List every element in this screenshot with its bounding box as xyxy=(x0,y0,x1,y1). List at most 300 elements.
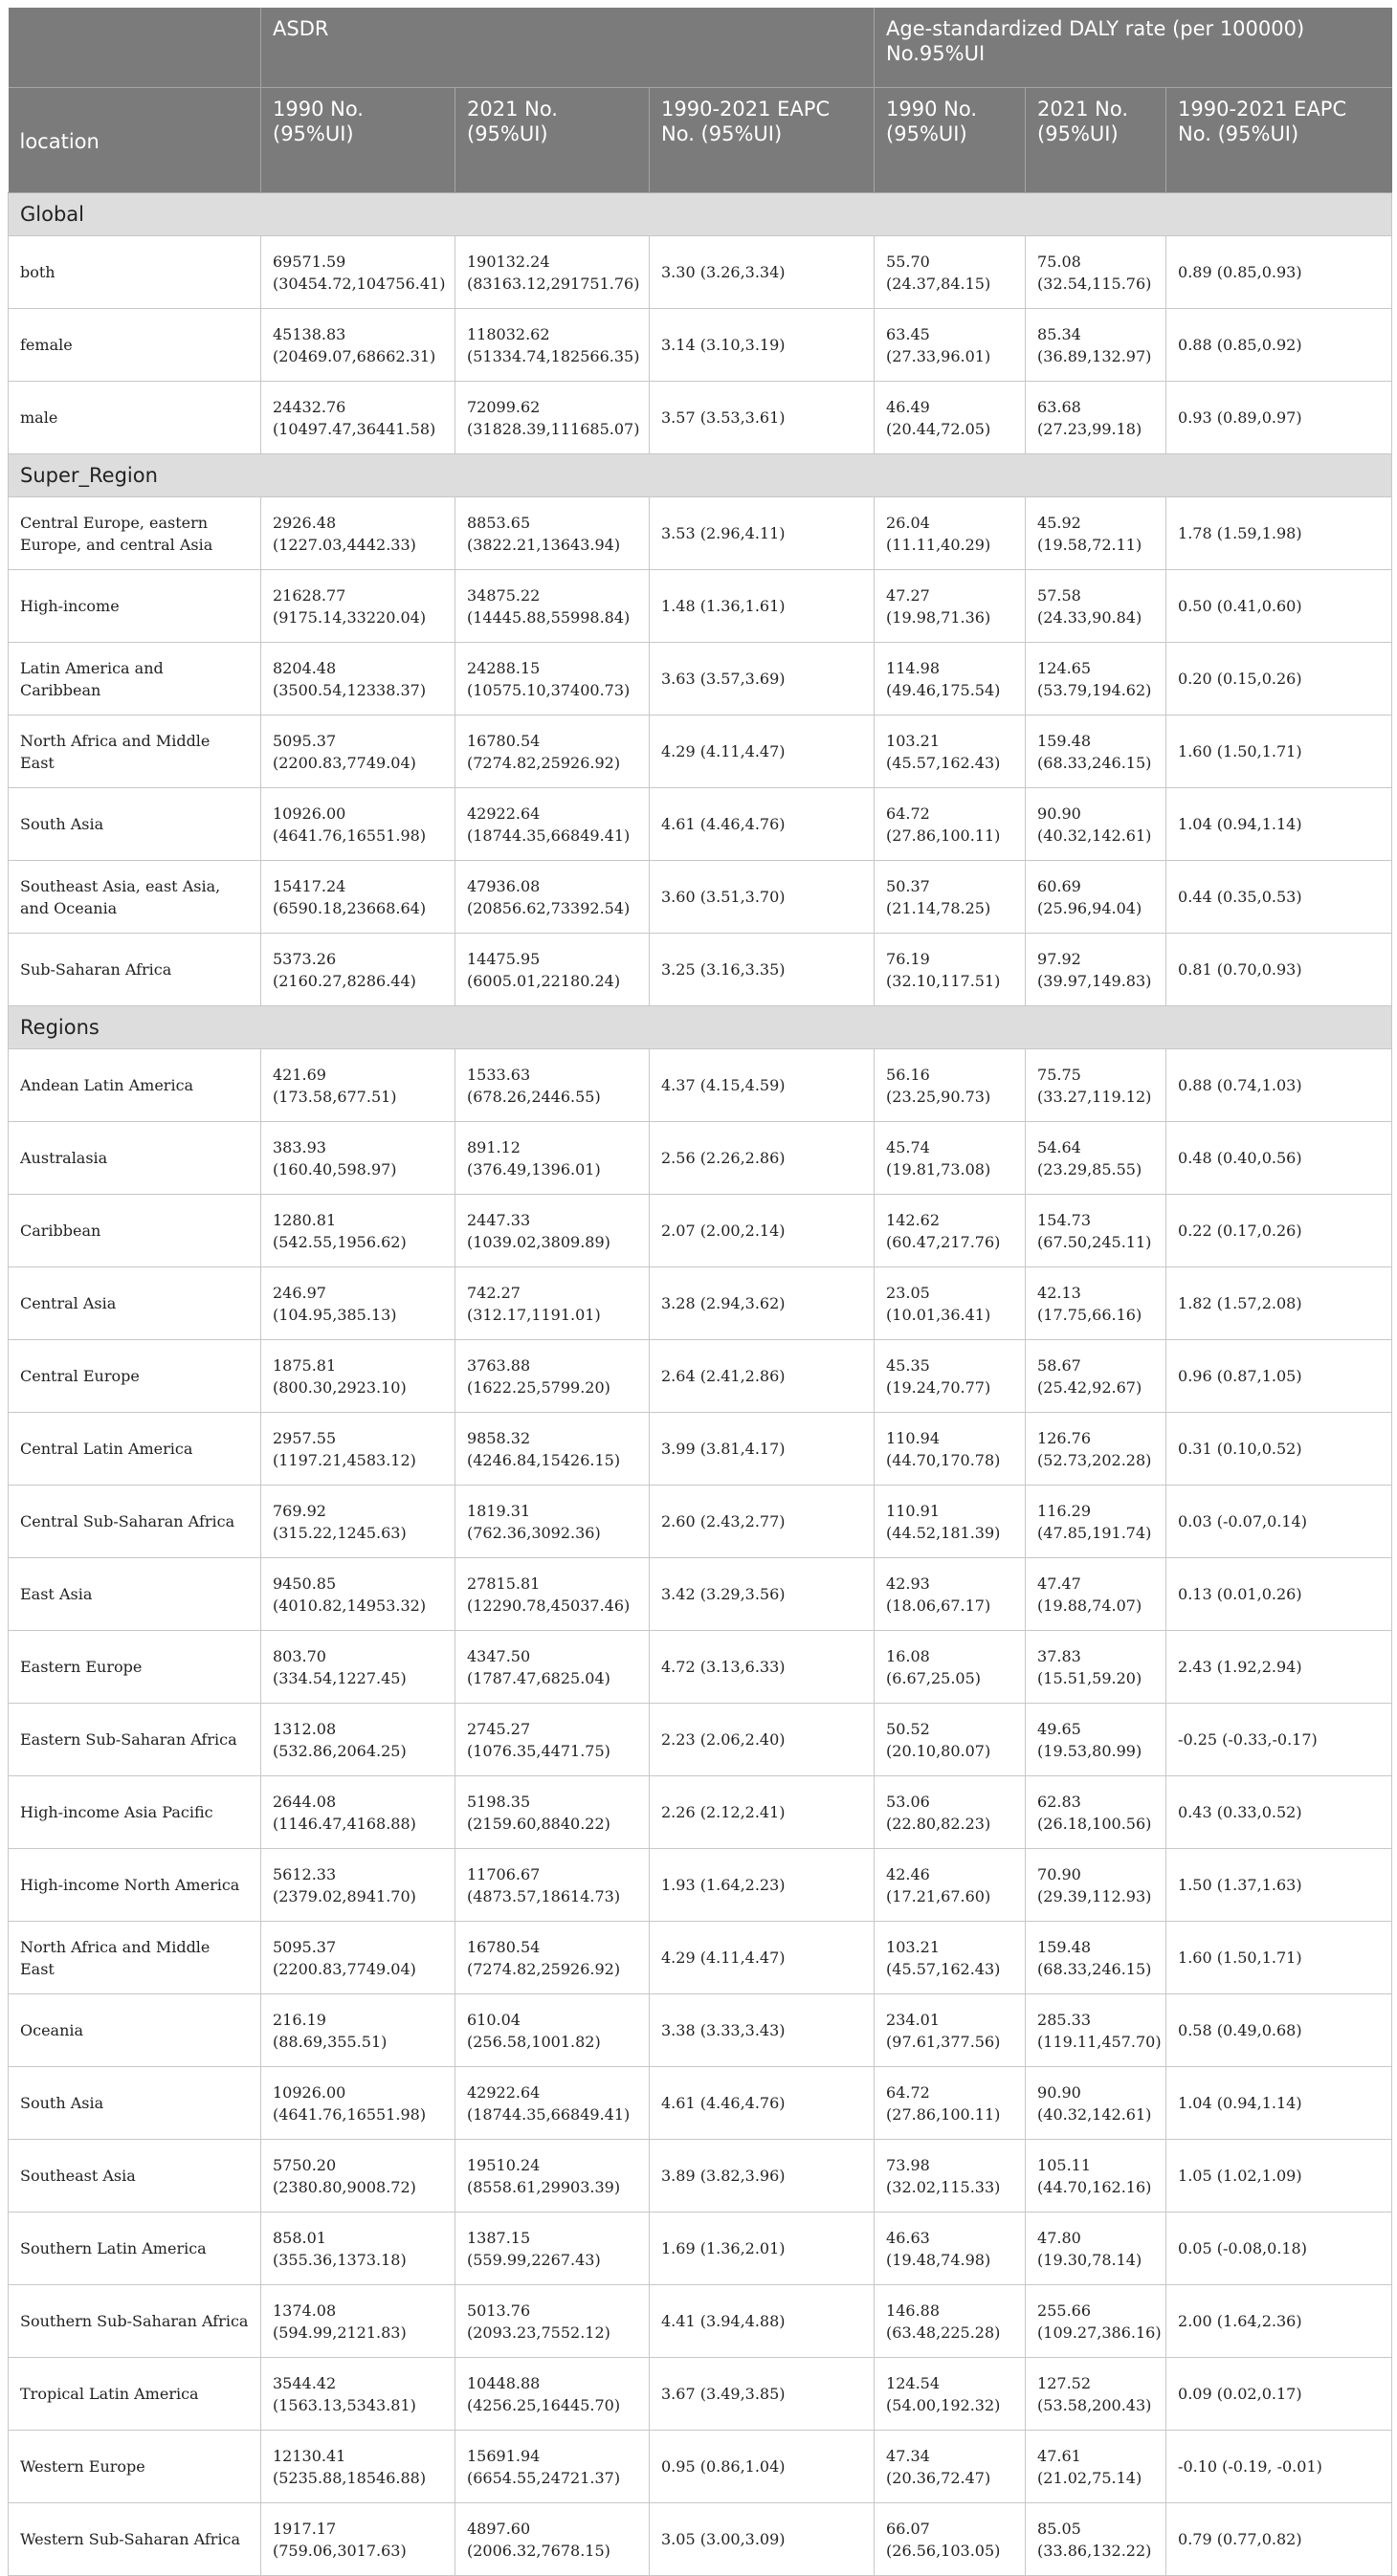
cell-value: 246.97 xyxy=(273,1283,326,1302)
cell-value: 126.76 xyxy=(1037,1428,1092,1447)
asdr-2021-cell xyxy=(455,382,650,454)
cell-value: 124.65 xyxy=(1037,658,1092,677)
cell-ui: (44.70,162.16) xyxy=(1037,2177,1152,2196)
cell-ui: (4256.25,16445.70) xyxy=(467,2395,621,2414)
cell-value: 118032.62 xyxy=(467,324,550,343)
daly-2021-cell xyxy=(1026,570,1166,643)
cell-ui: (20469.07,68662.31) xyxy=(273,346,436,365)
asdr-2021-cell xyxy=(455,236,650,309)
table-row xyxy=(9,788,1392,861)
asdr-eapc-cell: 2.23 (2.06,2.40) xyxy=(650,1704,875,1776)
table-row xyxy=(9,1122,1392,1195)
cell-ui: (33.86,132.22) xyxy=(1037,2541,1152,2560)
cell-ui: (1146.47,4168.88) xyxy=(273,1814,416,1833)
daly-1990-cell xyxy=(875,1631,1026,1704)
section-row xyxy=(9,193,1392,236)
cell-value: 24288.15 xyxy=(467,658,541,677)
cell-ui: (1563.13,5343.81) xyxy=(273,2395,416,2414)
cell-ui: (40.32,142.61) xyxy=(1037,2104,1152,2124)
daly-eapc-cell: 1.50 (1.37,1.63) xyxy=(1166,1849,1392,1922)
daly-1990-cell xyxy=(875,1994,1026,2067)
cell-ui: (759.06,3017.63) xyxy=(273,2541,407,2560)
cell-ui: (23.25,90.73) xyxy=(886,1087,991,1106)
cell-ui: (60.47,217.76) xyxy=(886,1232,1001,1251)
cell-value: 45138.83 xyxy=(273,324,346,343)
cell-value: 16780.54 xyxy=(467,731,541,750)
asdr-eapc-cell: 3.05 (3.00,3.09) xyxy=(650,2503,875,2576)
asdr-2021-cell xyxy=(455,2140,650,2213)
daly-2021-cell xyxy=(1026,2431,1166,2503)
asdr-2021-cell xyxy=(455,1340,650,1413)
table-row xyxy=(9,1558,1392,1631)
cell-value: 85.34 xyxy=(1037,324,1081,343)
asdr-1990-cell xyxy=(261,1631,455,1704)
asdr-eapc-cell: 4.72 (3.13,6.33) xyxy=(650,1631,875,1704)
asdr-2021-cell xyxy=(455,1631,650,1704)
cell-value: 47.47 xyxy=(1037,1574,1081,1593)
cell-ui: (2380.80,9008.72) xyxy=(273,2177,416,2196)
daly-eapc-cell: 1.82 (1.57,2.08) xyxy=(1166,1267,1392,1340)
asdr-eapc-cell: 2.56 (2.26,2.86) xyxy=(650,1122,875,1195)
daly-2021-cell xyxy=(1026,2213,1166,2285)
daly-eapc-cell: 0.03 (-0.07,0.14) xyxy=(1166,1486,1392,1558)
cell-ui: (594.99,2121.83) xyxy=(273,2323,407,2342)
cell-ui: (44.70,170.78) xyxy=(886,1450,1001,1469)
daly-2021-cell xyxy=(1026,1776,1166,1849)
table-row xyxy=(9,1486,1392,1558)
daly-1990-cell xyxy=(875,1558,1026,1631)
daly-2021-cell xyxy=(1026,1486,1166,1558)
daly-2021-cell xyxy=(1026,788,1166,861)
daly-1990-cell xyxy=(875,497,1026,570)
cell-ui: (20856.62,73392.54) xyxy=(467,898,631,917)
cell-ui: (10497.47,36441.58) xyxy=(273,419,436,438)
cell-ui: (32.54,115.76) xyxy=(1037,274,1152,293)
cell-value: 45.35 xyxy=(886,1355,930,1375)
daly-eapc-cell: 0.43 (0.33,0.52) xyxy=(1166,1776,1392,1849)
cell-ui: (88.69,355.51) xyxy=(273,2032,388,2051)
asdr-1990-cell xyxy=(261,1994,455,2067)
cell-ui: (30454.72,104756.41) xyxy=(273,274,446,293)
cell-ui: (25.96,94.04) xyxy=(1037,898,1142,917)
asdr-eapc-cell: 4.29 (4.11,4.47) xyxy=(650,1922,875,1994)
daly-1990-cell xyxy=(875,236,1026,309)
cell-ui: (256.58,1001.82) xyxy=(467,2032,601,2051)
cell-ui: (315.22,1245.63) xyxy=(273,1523,407,1542)
location-cell: East Asia xyxy=(9,1558,261,1631)
daly-eapc-cell: 1.60 (1.50,1.71) xyxy=(1166,716,1392,788)
cell-ui: (4873.57,18614.73) xyxy=(467,1886,621,1905)
cell-value: 1280.81 xyxy=(273,1210,337,1229)
asdr-1990-cell xyxy=(261,716,455,788)
cell-value: 15417.24 xyxy=(273,876,346,895)
cell-value: 10926.00 xyxy=(273,2082,346,2102)
cell-value: 2745.27 xyxy=(467,1719,531,1738)
cell-ui: (22.80,82.23) xyxy=(886,1814,991,1833)
asdr-eapc-cell: 3.99 (3.81,4.17) xyxy=(650,1413,875,1486)
daly-1990-cell xyxy=(875,570,1026,643)
asdr-1990-cell xyxy=(261,2067,455,2140)
cell-value: 3544.42 xyxy=(273,2373,337,2392)
table-row xyxy=(9,2285,1392,2358)
location-cell: female xyxy=(9,309,261,382)
cell-ui: (67.50,245.11) xyxy=(1037,1232,1152,1251)
daly-eapc-cell: -0.10 (-0.19, -0.01) xyxy=(1166,2431,1392,2503)
asdr-2021-cell xyxy=(455,716,650,788)
asdr-eapc-cell: 3.53 (2.96,4.11) xyxy=(650,497,875,570)
cell-ui: (8558.61,29903.39) xyxy=(467,2177,621,2196)
daly-eapc-cell: 0.48 (0.40,0.56) xyxy=(1166,1122,1392,1195)
cell-value: 114.98 xyxy=(886,658,941,677)
cell-value: 70.90 xyxy=(1037,1864,1081,1883)
cell-value: 1533.63 xyxy=(467,1065,531,1084)
cell-value: 53.06 xyxy=(886,1792,930,1811)
location-cell: North Africa and Middle East xyxy=(9,1922,261,1994)
daly-eapc-cell: 1.60 (1.50,1.71) xyxy=(1166,1922,1392,1994)
cell-value: 891.12 xyxy=(467,1137,521,1156)
cell-ui: (32.02,115.33) xyxy=(886,2177,1001,2196)
table-row xyxy=(9,1413,1392,1486)
cell-value: 1819.31 xyxy=(467,1501,531,1520)
table-row xyxy=(9,497,1392,570)
daly-eapc-cell: 0.89 (0.85,0.93) xyxy=(1166,236,1392,309)
cell-ui: (312.17,1191.01) xyxy=(467,1305,601,1324)
cell-ui: (6.67,25.05) xyxy=(886,1668,982,1687)
cell-value: 421.69 xyxy=(273,1065,326,1084)
daly-eapc-cell: 0.44 (0.35,0.53) xyxy=(1166,861,1392,934)
header-asdr-eapc: 1990-2021 EAPC No. (95%UI) xyxy=(650,88,875,193)
daly-2021-cell xyxy=(1026,1340,1166,1413)
asdr-1990-cell xyxy=(261,1922,455,1994)
table-row xyxy=(9,1922,1392,1994)
data-table xyxy=(8,8,1392,2576)
cell-value: 64.72 xyxy=(886,804,930,823)
cell-ui: (33.27,119.12) xyxy=(1037,1087,1152,1106)
section-row xyxy=(9,1006,1392,1049)
asdr-eapc-cell: 0.95 (0.86,1.04) xyxy=(650,2431,875,2503)
asdr-2021-cell xyxy=(455,1049,650,1122)
cell-ui: (9175.14,33220.04) xyxy=(273,607,427,627)
table-row xyxy=(9,309,1392,382)
daly-2021-cell xyxy=(1026,643,1166,716)
cell-ui: (21.02,75.14) xyxy=(1037,2468,1142,2487)
location-cell: High-income xyxy=(9,570,261,643)
cell-value: 190132.24 xyxy=(467,252,550,271)
cell-value: 10448.88 xyxy=(467,2373,541,2392)
asdr-2021-cell xyxy=(455,309,650,382)
cell-ui: (19.81,73.08) xyxy=(886,1159,991,1178)
cell-ui: (10.01,36.41) xyxy=(886,1305,991,1324)
daly-eapc-cell: 0.88 (0.85,0.92) xyxy=(1166,309,1392,382)
asdr-1990-cell xyxy=(261,1049,455,1122)
table-row xyxy=(9,2213,1392,2285)
cell-value: 60.69 xyxy=(1037,876,1081,895)
asdr-eapc-cell: 4.41 (3.94,4.88) xyxy=(650,2285,875,2358)
cell-ui: (6654.55,24721.37) xyxy=(467,2468,621,2487)
cell-ui: (68.33,246.15) xyxy=(1037,1959,1152,1978)
cell-value: 90.90 xyxy=(1037,804,1081,823)
daly-1990-cell xyxy=(875,309,1026,382)
daly-eapc-cell: 2.43 (1.92,2.94) xyxy=(1166,1631,1392,1704)
cell-ui: (1622.25,5799.20) xyxy=(467,1377,610,1397)
cell-ui: (27.33,96.01) xyxy=(886,346,991,365)
cell-ui: (334.54,1227.45) xyxy=(273,1668,407,1687)
location-cell: Southern Sub-Saharan Africa xyxy=(9,2285,261,2358)
cell-value: 159.48 xyxy=(1037,1937,1092,1956)
asdr-eapc-cell: 3.57 (3.53,3.61) xyxy=(650,382,875,454)
cell-value: 49.65 xyxy=(1037,1719,1081,1738)
daly-1990-cell xyxy=(875,1267,1026,1340)
table-row xyxy=(9,934,1392,1006)
cell-ui: (17.75,66.16) xyxy=(1037,1305,1142,1324)
location-cell: South Asia xyxy=(9,788,261,861)
cell-value: 5750.20 xyxy=(273,2155,337,2174)
cell-ui: (19.30,78.14) xyxy=(1037,2250,1142,2269)
cell-value: 10926.00 xyxy=(273,804,346,823)
cell-ui: (104.95,385.13) xyxy=(273,1305,397,1324)
cell-value: 383.93 xyxy=(273,1137,326,1156)
asdr-1990-cell xyxy=(261,2431,455,2503)
cell-ui: (63.48,225.28) xyxy=(886,2323,1001,2342)
asdr-1990-cell xyxy=(261,382,455,454)
asdr-2021-cell xyxy=(455,788,650,861)
cell-value: 24432.76 xyxy=(273,397,346,416)
location-cell: Latin America and Caribbean xyxy=(9,643,261,716)
cell-value: 90.90 xyxy=(1037,2082,1081,2102)
cell-ui: (52.73,202.28) xyxy=(1037,1450,1152,1469)
daly-eapc-cell: 0.81 (0.70,0.93) xyxy=(1166,934,1392,1006)
table-row xyxy=(9,2431,1392,2503)
cell-ui: (23.29,85.55) xyxy=(1037,1159,1142,1178)
cell-value: 47936.08 xyxy=(467,876,541,895)
table-row xyxy=(9,382,1392,454)
table-row xyxy=(9,1776,1392,1849)
cell-value: 4347.50 xyxy=(467,1646,531,1665)
cell-ui: (11.11,40.29) xyxy=(886,535,991,554)
cell-value: 110.94 xyxy=(886,1428,941,1447)
asdr-2021-cell xyxy=(455,497,650,570)
section-row xyxy=(9,454,1392,497)
cell-value: 2957.55 xyxy=(273,1428,337,1447)
cell-ui: (20.44,72.05) xyxy=(886,419,991,438)
cell-value: 54.64 xyxy=(1037,1137,1081,1156)
cell-value: 47.34 xyxy=(886,2446,930,2465)
asdr-2021-cell xyxy=(455,1413,650,1486)
daly-2021-cell xyxy=(1026,1049,1166,1122)
table-row xyxy=(9,1994,1392,2067)
cell-ui: (7274.82,25926.92) xyxy=(467,1959,621,1978)
asdr-1990-cell xyxy=(261,2285,455,2358)
cell-value: 47.61 xyxy=(1037,2446,1081,2465)
cell-value: 85.05 xyxy=(1037,2519,1081,2538)
table-row xyxy=(9,570,1392,643)
cell-value: 1917.17 xyxy=(273,2519,337,2538)
asdr-2021-cell xyxy=(455,643,650,716)
daly-eapc-cell: 0.31 (0.10,0.52) xyxy=(1166,1413,1392,1486)
asdr-1990-cell xyxy=(261,1122,455,1195)
cell-value: 42.13 xyxy=(1037,1283,1081,1302)
asdr-eapc-cell: 2.07 (2.00,2.14) xyxy=(650,1195,875,1267)
cell-value: 75.08 xyxy=(1037,252,1081,271)
cell-ui: (18744.35,66849.41) xyxy=(467,826,631,845)
daly-1990-cell xyxy=(875,788,1026,861)
cell-ui: (49.46,175.54) xyxy=(886,680,1001,699)
cell-ui: (24.33,90.84) xyxy=(1037,607,1142,627)
cell-ui: (15.51,59.20) xyxy=(1037,1668,1142,1687)
asdr-2021-cell xyxy=(455,570,650,643)
asdr-1990-cell xyxy=(261,2140,455,2213)
daly-eapc-cell: 0.13 (0.01,0.26) xyxy=(1166,1558,1392,1631)
daly-2021-cell xyxy=(1026,2358,1166,2431)
asdr-eapc-cell: 3.14 (3.10,3.19) xyxy=(650,309,875,382)
cell-value: 769.92 xyxy=(273,1501,326,1520)
daly-eapc-cell: 1.05 (1.02,1.09) xyxy=(1166,2140,1392,2213)
cell-value: 4897.60 xyxy=(467,2519,531,2538)
header-asdr: ASDR xyxy=(261,8,875,88)
cell-ui: (31828.39,111685.07) xyxy=(467,419,640,438)
cell-value: 5095.37 xyxy=(273,731,337,750)
cell-value: 9450.85 xyxy=(273,1574,337,1593)
asdr-eapc-cell: 3.67 (3.49,3.85) xyxy=(650,2358,875,2431)
header-daly-2021: 2021 No. (95%UI) xyxy=(1026,88,1166,193)
cell-ui: (54.00,192.32) xyxy=(886,2395,1001,2414)
location-cell: South Asia xyxy=(9,2067,261,2140)
daly-eapc-cell: 1.04 (0.94,1.14) xyxy=(1166,2067,1392,2140)
table-row xyxy=(9,2140,1392,2213)
cell-ui: (800.30,2923.10) xyxy=(273,1377,407,1397)
cell-value: 46.63 xyxy=(886,2228,930,2247)
cell-value: 1312.08 xyxy=(273,1719,337,1738)
daly-1990-cell xyxy=(875,1704,1026,1776)
table-row xyxy=(9,643,1392,716)
cell-value: 47.80 xyxy=(1037,2228,1081,2247)
cell-value: 285.33 xyxy=(1037,2010,1092,2029)
cell-ui: (53.79,194.62) xyxy=(1037,680,1152,699)
daly-2021-cell xyxy=(1026,1631,1166,1704)
cell-value: 42922.64 xyxy=(467,2082,541,2102)
location-cell: Central Europe, eastern Europe, and central Asia xyxy=(9,497,261,570)
table-row xyxy=(9,1704,1392,1776)
header-asdr-2021: 2021 No. (95%UI) xyxy=(455,88,650,193)
cell-value: 97.92 xyxy=(1037,949,1081,968)
cell-value: 62.83 xyxy=(1037,1792,1081,1811)
cell-ui: (53.58,200.43) xyxy=(1037,2395,1152,2414)
asdr-eapc-cell: 3.42 (3.29,3.56) xyxy=(650,1558,875,1631)
asdr-1990-cell xyxy=(261,236,455,309)
cell-value: 610.04 xyxy=(467,2010,521,2029)
asdr-2021-cell xyxy=(455,934,650,1006)
cell-value: 105.11 xyxy=(1037,2155,1092,2174)
cell-value: 5373.26 xyxy=(273,949,337,968)
location-cell: male xyxy=(9,382,261,454)
cell-ui: (20.36,72.47) xyxy=(886,2468,991,2487)
daly-2021-cell xyxy=(1026,861,1166,934)
cell-ui: (1227.03,4442.33) xyxy=(273,535,416,554)
daly-2021-cell xyxy=(1026,1195,1166,1267)
daly-2021-cell xyxy=(1026,1413,1166,1486)
cell-ui: (4246.84,15426.15) xyxy=(467,1450,621,1469)
cell-value: 37.83 xyxy=(1037,1646,1081,1665)
cell-ui: (19.88,74.07) xyxy=(1037,1596,1142,1615)
cell-ui: (51334.74,182566.35) xyxy=(467,346,640,365)
cell-ui: (160.40,598.97) xyxy=(273,1159,397,1178)
asdr-1990-cell xyxy=(261,570,455,643)
cell-ui: (4010.82,14953.32) xyxy=(273,1596,427,1615)
cell-value: 45.74 xyxy=(886,1137,930,1156)
cell-value: 45.92 xyxy=(1037,513,1081,532)
table-row xyxy=(9,1267,1392,1340)
cell-ui: (376.49,1396.01) xyxy=(467,1159,601,1178)
cell-ui: (1039.02,3809.89) xyxy=(467,1232,610,1251)
cell-ui: (47.85,191.74) xyxy=(1037,1523,1152,1542)
daly-eapc-cell: 0.22 (0.17,0.26) xyxy=(1166,1195,1392,1267)
cell-ui: (5235.88,18546.88) xyxy=(273,2468,427,2487)
cell-ui: (2200.83,7749.04) xyxy=(273,753,416,772)
daly-2021-cell xyxy=(1026,2285,1166,2358)
asdr-eapc-cell: 2.64 (2.41,2.86) xyxy=(650,1340,875,1413)
cell-value: 46.49 xyxy=(886,397,930,416)
cell-ui: (19.58,72.11) xyxy=(1037,535,1142,554)
cell-ui: (1787.47,6825.04) xyxy=(467,1668,610,1687)
asdr-eapc-cell: 1.69 (1.36,2.01) xyxy=(650,2213,875,2285)
cell-ui: (26.18,100.56) xyxy=(1037,1814,1152,1833)
cell-ui: (97.61,377.56) xyxy=(886,2032,1001,2051)
table-row xyxy=(9,861,1392,934)
cell-value: 42.93 xyxy=(886,1574,930,1593)
asdr-1990-cell xyxy=(261,1704,455,1776)
cell-value: 21628.77 xyxy=(273,585,346,605)
table-row xyxy=(9,716,1392,788)
cell-value: 3763.88 xyxy=(467,1355,531,1375)
cell-ui: (6005.01,22180.24) xyxy=(467,971,621,990)
daly-1990-cell xyxy=(875,1413,1026,1486)
daly-1990-cell xyxy=(875,1486,1026,1558)
cell-ui: (19.48,74.98) xyxy=(886,2250,991,2269)
asdr-1990-cell xyxy=(261,1776,455,1849)
cell-value: 72099.62 xyxy=(467,397,541,416)
asdr-2021-cell xyxy=(455,1849,650,1922)
asdr-eapc-cell: 3.38 (3.33,3.43) xyxy=(650,1994,875,2067)
cell-ui: (4641.76,16551.98) xyxy=(273,826,427,845)
asdr-2021-cell xyxy=(455,1195,650,1267)
daly-2021-cell xyxy=(1026,1849,1166,1922)
daly-eapc-cell: 1.78 (1.59,1.98) xyxy=(1166,497,1392,570)
daly-2021-cell xyxy=(1026,309,1166,382)
daly-1990-cell xyxy=(875,1049,1026,1122)
cell-ui: (7274.82,25926.92) xyxy=(467,753,621,772)
cell-ui: (2160.27,8286.44) xyxy=(273,971,416,990)
cell-value: 75.75 xyxy=(1037,1065,1081,1084)
asdr-2021-cell xyxy=(455,2285,650,2358)
section-title: Global xyxy=(9,193,1392,236)
cell-value: 50.37 xyxy=(886,876,930,895)
asdr-eapc-cell: 2.26 (2.12,2.41) xyxy=(650,1776,875,1849)
asdr-eapc-cell: 1.93 (1.64,2.23) xyxy=(650,1849,875,1922)
location-cell: both xyxy=(9,236,261,309)
cell-ui: (2379.02,8941.70) xyxy=(273,1886,416,1905)
cell-ui: (119.11,457.70) xyxy=(1037,2032,1162,2051)
daly-2021-cell xyxy=(1026,1267,1166,1340)
cell-value: 58.67 xyxy=(1037,1355,1081,1375)
asdr-2021-cell xyxy=(455,1922,650,1994)
cell-ui: (559.99,2267.43) xyxy=(467,2250,601,2269)
asdr-2021-cell xyxy=(455,2213,650,2285)
cell-ui: (39.97,149.83) xyxy=(1037,971,1152,990)
cell-value: 50.52 xyxy=(886,1719,930,1738)
daly-2021-cell xyxy=(1026,497,1166,570)
cell-ui: (6590.18,23668.64) xyxy=(273,898,427,917)
cell-value: 16.08 xyxy=(886,1646,930,1665)
